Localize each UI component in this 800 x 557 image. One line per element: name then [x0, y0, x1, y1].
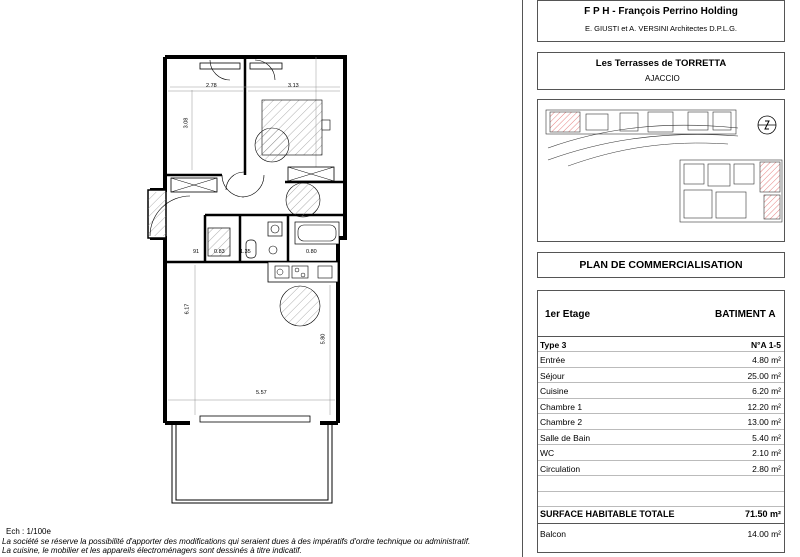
balcony-value: 14.00 m²: [747, 529, 781, 539]
architects: E. GIUSTI et A. VERSINI Architectes D.P.L.G.: [585, 24, 737, 33]
disclaimer-line-2: La cuisine, le mobilier et les appareils électroménagers sont dessinés à titre indicatif.: [2, 546, 302, 555]
dim-d3: 0.80: [306, 249, 317, 255]
plan-title: PLAN DE COMMERCIALISATION: [579, 259, 743, 271]
dim-ch1-width: 2.78: [206, 83, 217, 89]
lot-label: N°A 1-5: [750, 340, 781, 350]
room-row: [538, 414, 784, 430]
room-name: Circulation: [540, 463, 581, 474]
total-label: SURFACE HABITABLE TOTALE: [540, 509, 675, 519]
room-area: 2.10 m²: [752, 448, 781, 458]
dim-ch-depth: 3.08: [183, 117, 190, 129]
type-row: [538, 336, 784, 352]
room-name: Séjour: [540, 370, 565, 381]
room-area: 4.80 m²: [752, 355, 781, 365]
room-area: 5.40 m²: [752, 432, 781, 443]
empty-row: [538, 492, 784, 508]
dim-wc: 91: [193, 249, 200, 255]
dim-sejour-width: 5.57: [256, 390, 267, 396]
room-row: [538, 445, 784, 461]
building-label: BATIMENT A: [715, 309, 776, 320]
plan-title-box: [537, 252, 785, 278]
room-row: [538, 461, 784, 477]
header-box: [537, 0, 785, 42]
room-name: Chambre 2: [540, 417, 583, 427]
dim-sejour-left: 6.17: [184, 303, 191, 315]
empty-row: [538, 476, 784, 492]
dim-d2: 1.35: [240, 249, 251, 255]
room-area: 25.00 m²: [747, 370, 781, 381]
dim-ch2-width: 3.13: [288, 83, 299, 89]
room-area: 13.00 m²: [747, 417, 781, 427]
balcony-row: [538, 526, 784, 542]
room-name: WC: [540, 448, 555, 458]
scale-label: Ech : 1/100e: [6, 527, 51, 536]
type-label: Type 3: [540, 340, 567, 350]
site-plan-box: [537, 99, 785, 242]
total-row: [538, 506, 784, 524]
floor-label: 1er Etage: [545, 309, 591, 320]
dim-d1: 0.83: [214, 249, 225, 255]
room-name: Cuisine: [540, 386, 569, 396]
room-area: 12.20 m²: [747, 401, 781, 412]
total-value: 71.50 m²: [744, 509, 781, 519]
room-area: 6.20 m²: [752, 386, 781, 396]
disclaimer: [2, 537, 470, 555]
company-name: F P H - François Perrino Holding: [584, 6, 738, 17]
room-row: [538, 368, 784, 384]
room-row: [538, 430, 784, 446]
dim-sejour-right: 5.80: [320, 333, 327, 345]
balcony-label: Balcon: [540, 529, 566, 539]
project-name: Les Terrasses de TORRETTA: [595, 58, 727, 69]
project-city: AJACCIO: [645, 74, 680, 83]
room-area: 2.80 m²: [752, 463, 781, 474]
room-row: [538, 399, 784, 415]
project-box: [537, 52, 785, 90]
room-row: [538, 383, 784, 399]
site-plan: [538, 100, 784, 241]
room-name: Entrée: [540, 355, 566, 365]
room-name: Salle de Bain: [540, 432, 591, 443]
room-name: Chambre 1: [540, 401, 583, 412]
compass-north-icon: [756, 114, 778, 136]
room-row: [538, 352, 784, 368]
disclaimer-line-1: La société se réserve la possibilité d'apporter des modifications qui seraient dues à des impératifs d'ordre technique ou administratif.: [2, 537, 471, 546]
